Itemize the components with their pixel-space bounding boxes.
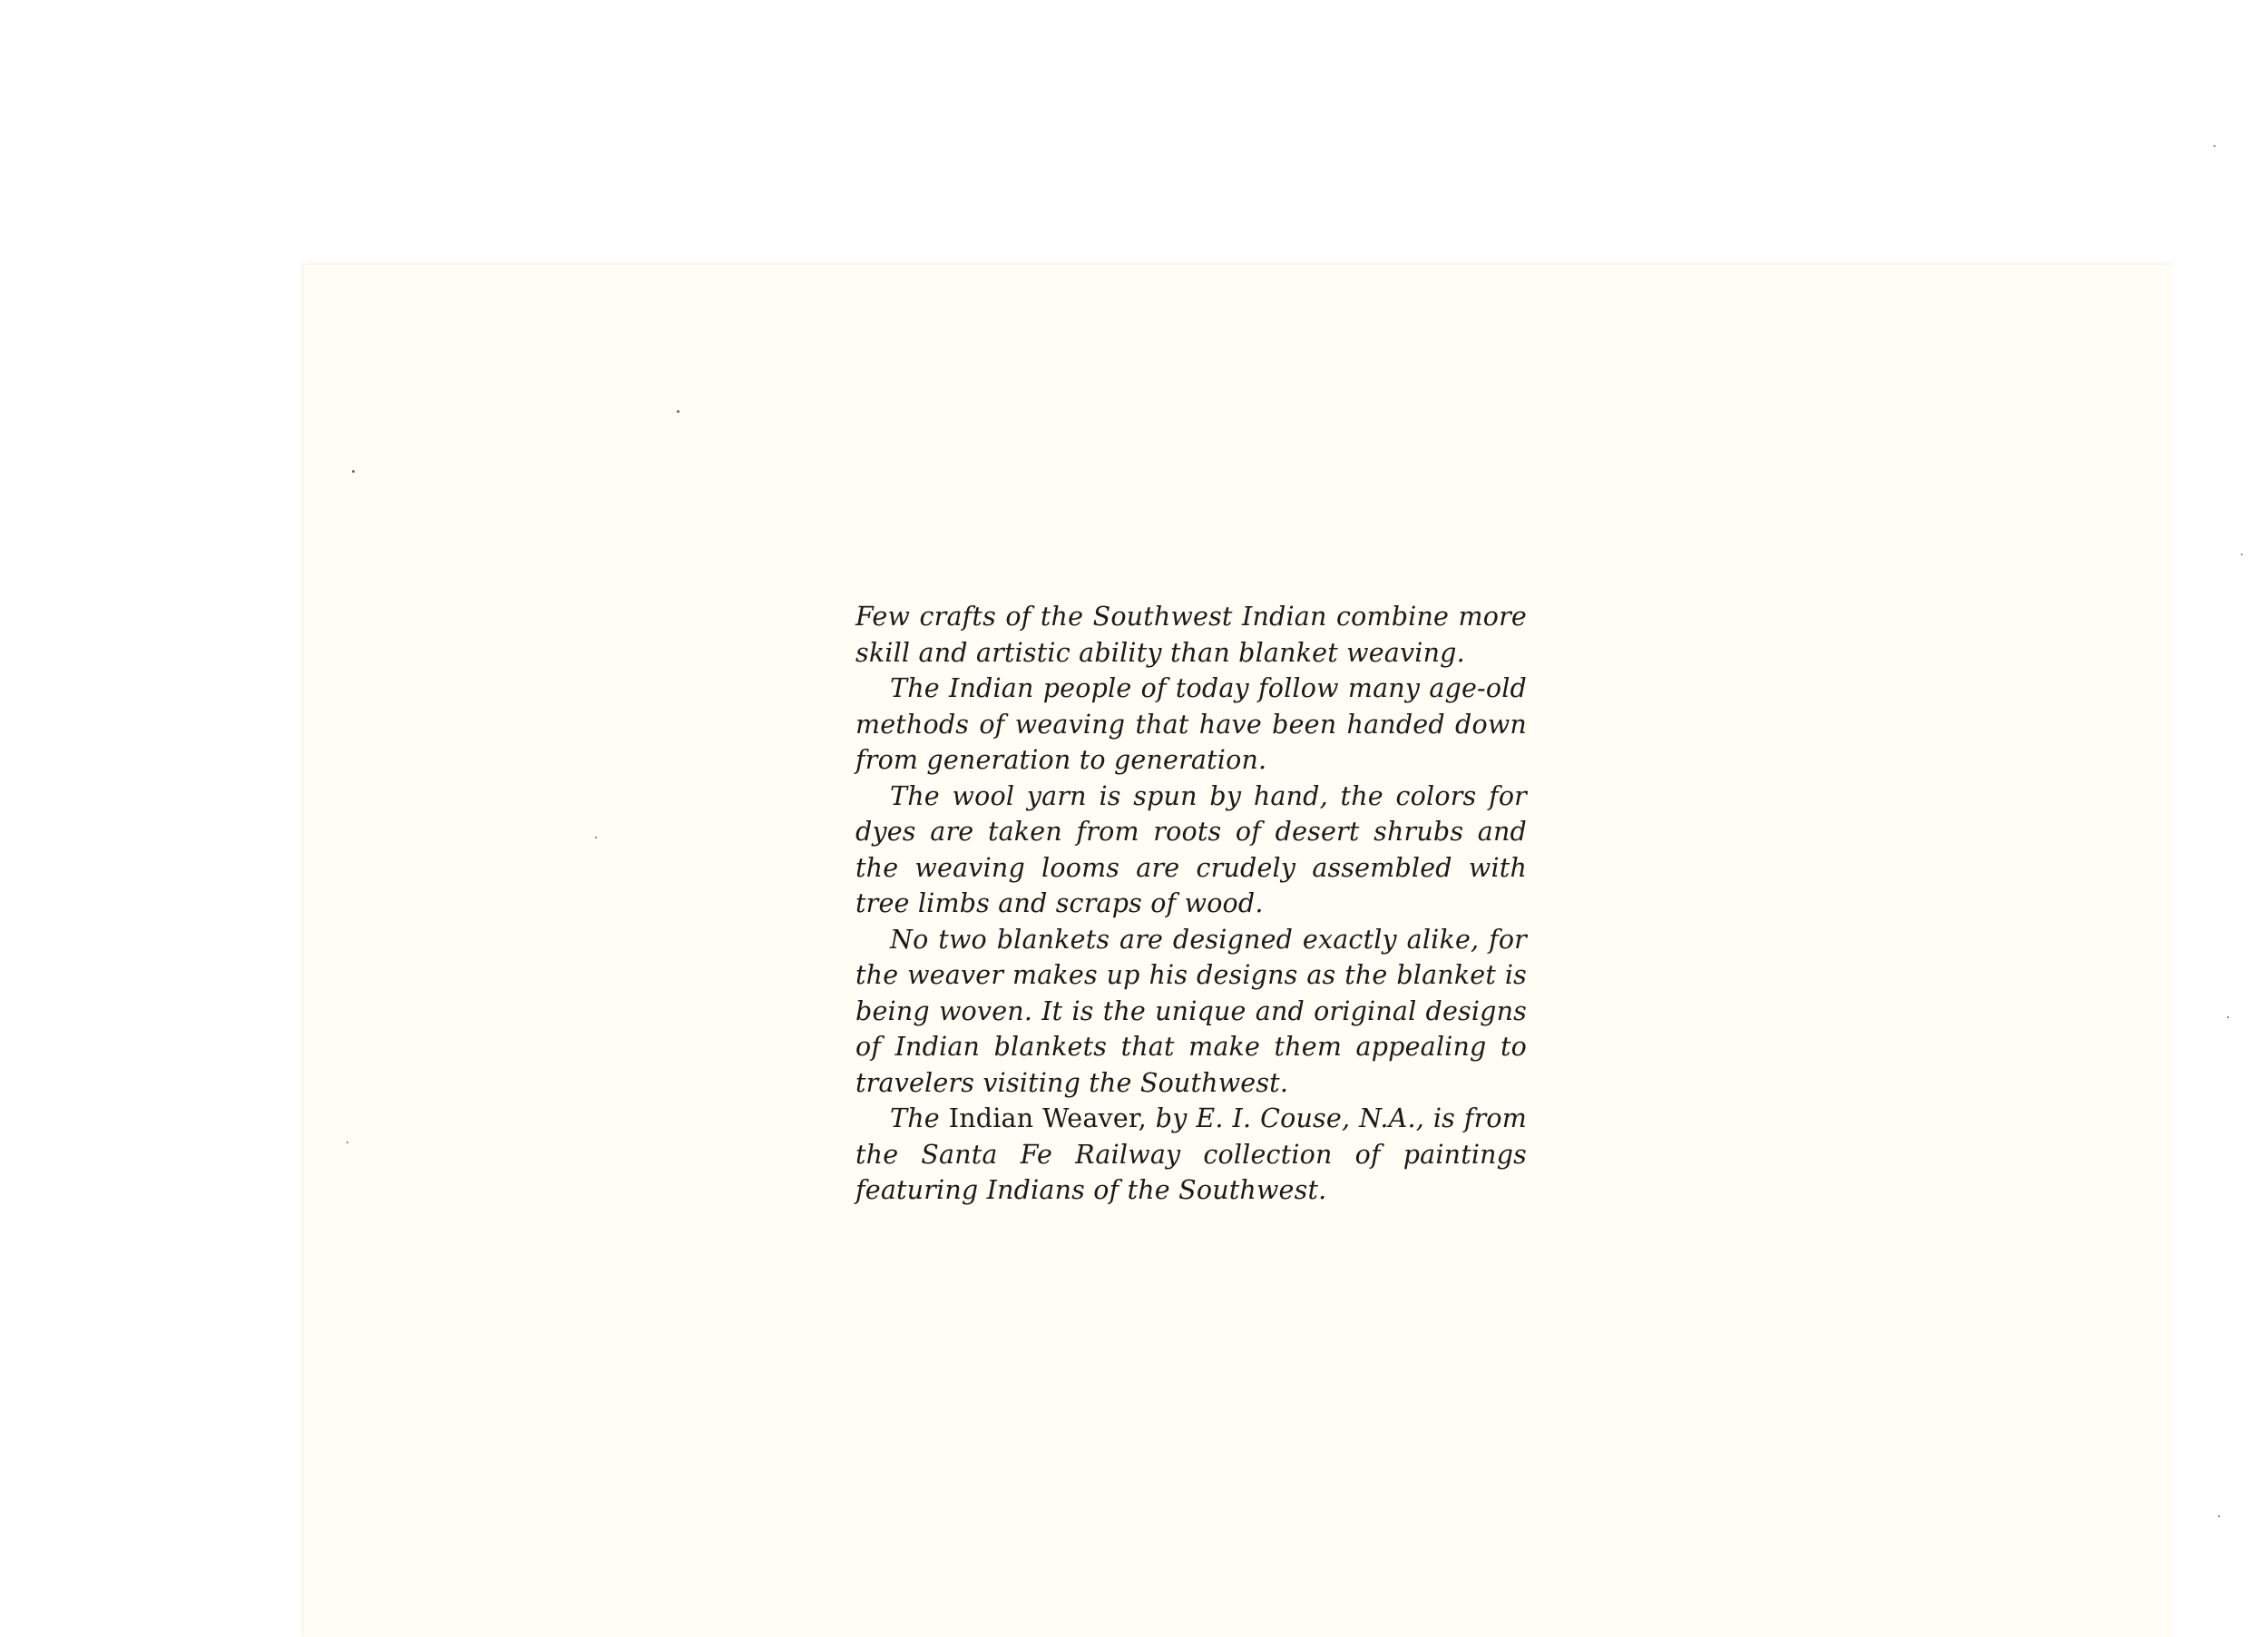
credit-prefix: The bbox=[890, 1103, 940, 1133]
paper-speck bbox=[677, 410, 679, 413]
description-text-block bbox=[855, 599, 1527, 1209]
painting-title: Indian Weaver, bbox=[948, 1103, 1147, 1133]
paper-speck bbox=[595, 837, 597, 838]
paragraph-intro: Few crafts of the Southwest Indian combine more skill and artistic ability than blanket weaving. bbox=[855, 602, 1527, 668]
paragraph-credit bbox=[855, 1101, 1527, 1209]
scan-speck bbox=[2227, 1016, 2229, 1018]
paragraph-designs: No two blankets are designed exactly alike, for the weaver makes up his designs as the blanket is being woven. It is the unique and original designs of Indian blankets that make them appealing to travelers visiting the Southwest. bbox=[855, 924, 1527, 1098]
scan-speck bbox=[2218, 1515, 2220, 1517]
scanner-margin bbox=[2173, 0, 2268, 1637]
paper-speck bbox=[352, 470, 355, 473]
scan-speck bbox=[2214, 145, 2215, 147]
scan-speck bbox=[2241, 554, 2243, 555]
paper-speck bbox=[347, 1142, 348, 1143]
paragraph-materials: The wool yarn is spun by hand, the colors for dyes are taken from roots of desert shrubs and the weaving looms are crudely assembled with tree limbs and scraps of wood. bbox=[855, 780, 1527, 918]
paragraph-methods: The Indian people of today follow many age-old methods of weaving that have been handed down from generation to generation. bbox=[855, 673, 1527, 775]
credit-rest: by E. I. Couse, N.A., is from the Santa Fe Railway collection of paintings featuring Indians of the Southwest. bbox=[855, 1103, 1528, 1205]
